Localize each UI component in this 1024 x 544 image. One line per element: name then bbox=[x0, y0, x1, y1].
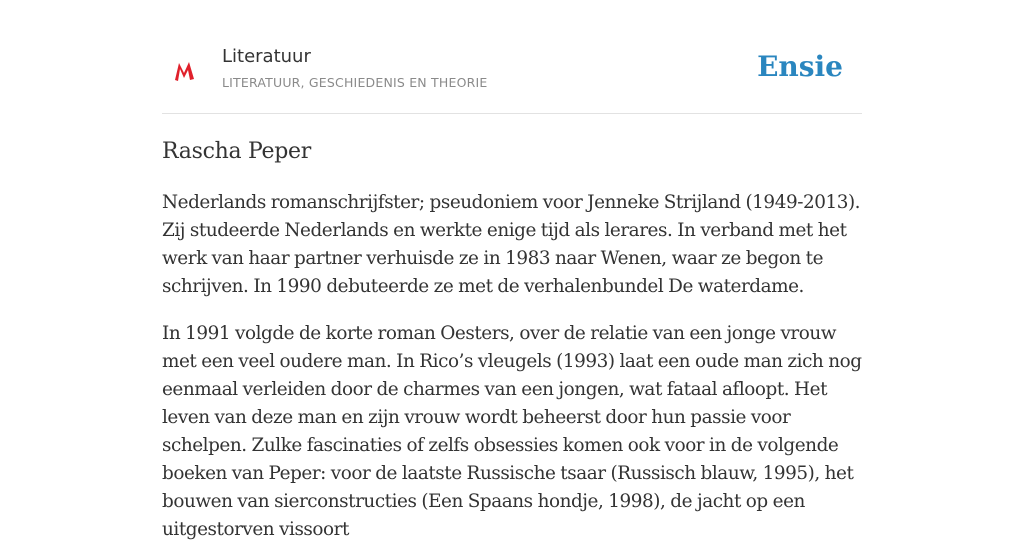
article bbox=[162, 136, 872, 544]
site-header bbox=[162, 0, 862, 114]
site-subtitle: LITERATUUR, GESCHIEDENIS EN THEORIE bbox=[222, 75, 488, 90]
m-logo-icon[interactable] bbox=[172, 56, 198, 86]
site-title[interactable]: Literatuur bbox=[222, 46, 311, 67]
article-paragraph: In 1991 volgde de korte roman Oesters, over de relatie van een jonge vrouw met een veel oudere man. In Rico’s vleugels (1993) laat een oude man zich nog eenmaal verleiden door de charmes van een jongen, wat fataal afloopt. Het leven van deze man en zijn vrouw wordt beheerst door hun passie voor schelpen. Zulke fascinaties of zelfs obsessies komen ook voor in de volgende boeken van Peper: voor de laatste Russische tsaar (Russisch blauw, 1995), het bouwen van sierconstructies (Een Spaans hondje, 1998), de jacht op een uitgestorven vissoort bbox=[162, 323, 862, 540]
article-title: Rascha Peper bbox=[162, 139, 311, 164]
article-paragraph: Nederlands romanschrijfster; pseudoniem voor Jenneke Strijland (1949-2013). Zij studeerde Nederlands en werkte enige tijd als lerares. In verband met het werk van haar partner verhuisde ze in 1983 naar Wenen, waar ze begon te schrijven. In 1990 debuteerde ze met de verhalenbundel De waterdame. bbox=[162, 192, 861, 297]
ensie-brand-logo[interactable]: Ensie bbox=[757, 50, 843, 83]
